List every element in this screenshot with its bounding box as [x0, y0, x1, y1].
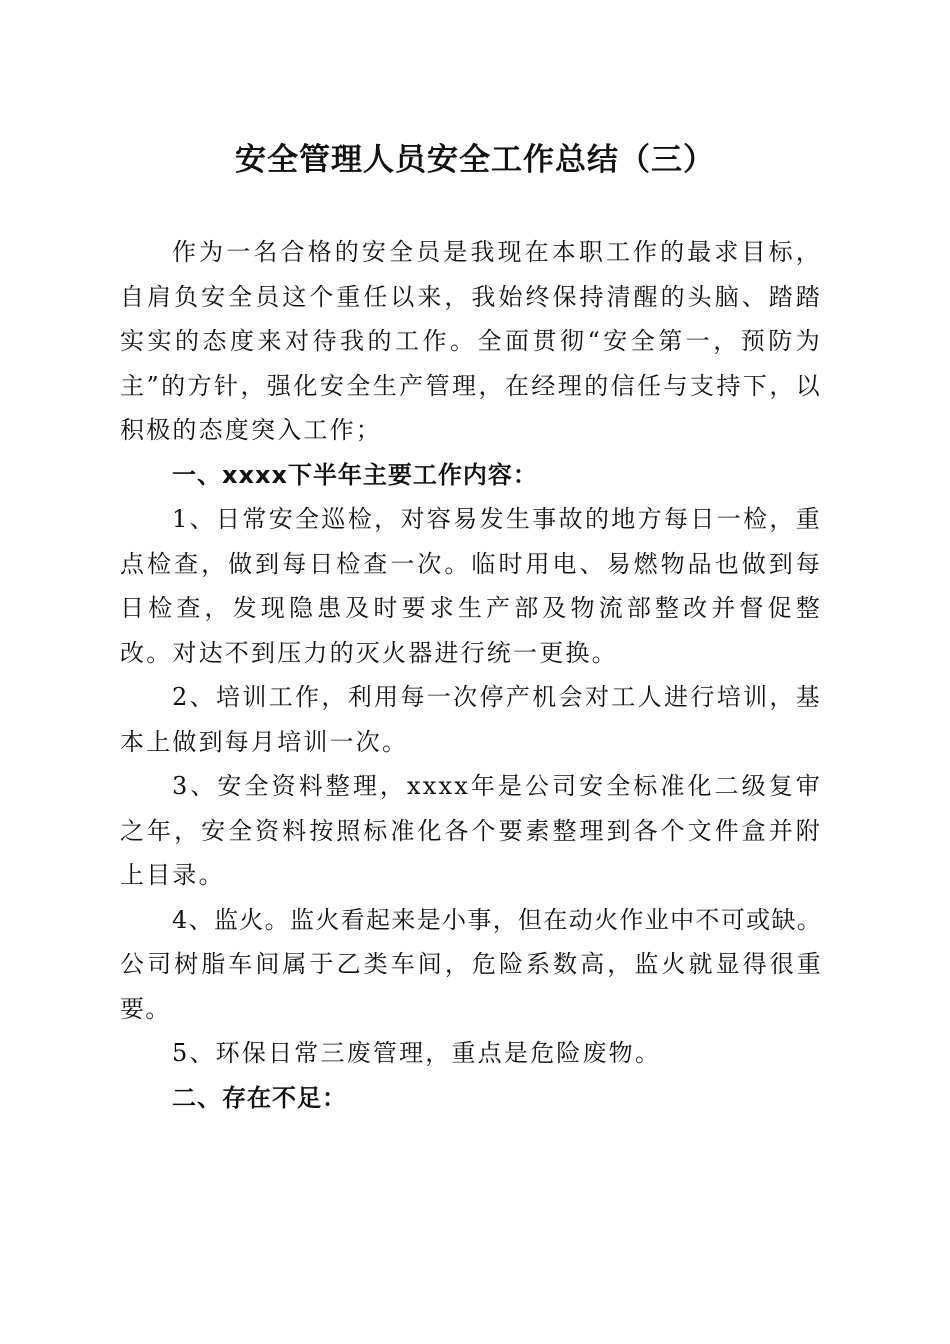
intro-paragraph: 作为一名合格的安全员是我现在本职工作的最求目标，自肩负安全员这个重任以来，我始终保持清醒的头脑、踏踏实实的态度来对待我的工作。全面贯彻“安全第一，预防为主”的方针，强化安全生产管理，在经理的信任与支持下，以积极的态度突入工作；	[120, 238, 822, 444]
document-body	[120, 230, 822, 1120]
work-item-4: 4、监火。监火看起来是小事，但在动火作业中不可或缺。公司树脂车间属于乙类车间，危险系数高，监火就显得很重要。	[120, 905, 822, 1023]
work-item-3: 3、安全资料整理，xxxx年是公司安全标准化二级复审之年，安全资料按照标准化各个要素整理到各个文件盒并附上目录。	[120, 772, 822, 889]
section-heading-main-work: 一、xxxx下半年主要工作内容：	[172, 460, 538, 489]
document-title: 安全管理人员安全工作总结（三）	[235, 142, 715, 178]
work-item-2: 2、培训工作，利用每一次停产机会对工人进行培训，基本上做到每月培训一次。	[120, 683, 822, 756]
work-item-1: 1、日常安全巡检，对容易发生事故的地方每日一检，重点检查，做到每日检查一次。临时用电、易燃物品也做到每日检查，发现隐患及时要求生产部及物流部整改并督促整改。对达不到压力的灭火器进行统一更换。	[120, 505, 822, 667]
work-item-5: 5、环保日常三废管理，重点是危险废物。	[172, 1039, 662, 1067]
section-heading-shortcomings: 二、存在不足：	[172, 1083, 347, 1112]
